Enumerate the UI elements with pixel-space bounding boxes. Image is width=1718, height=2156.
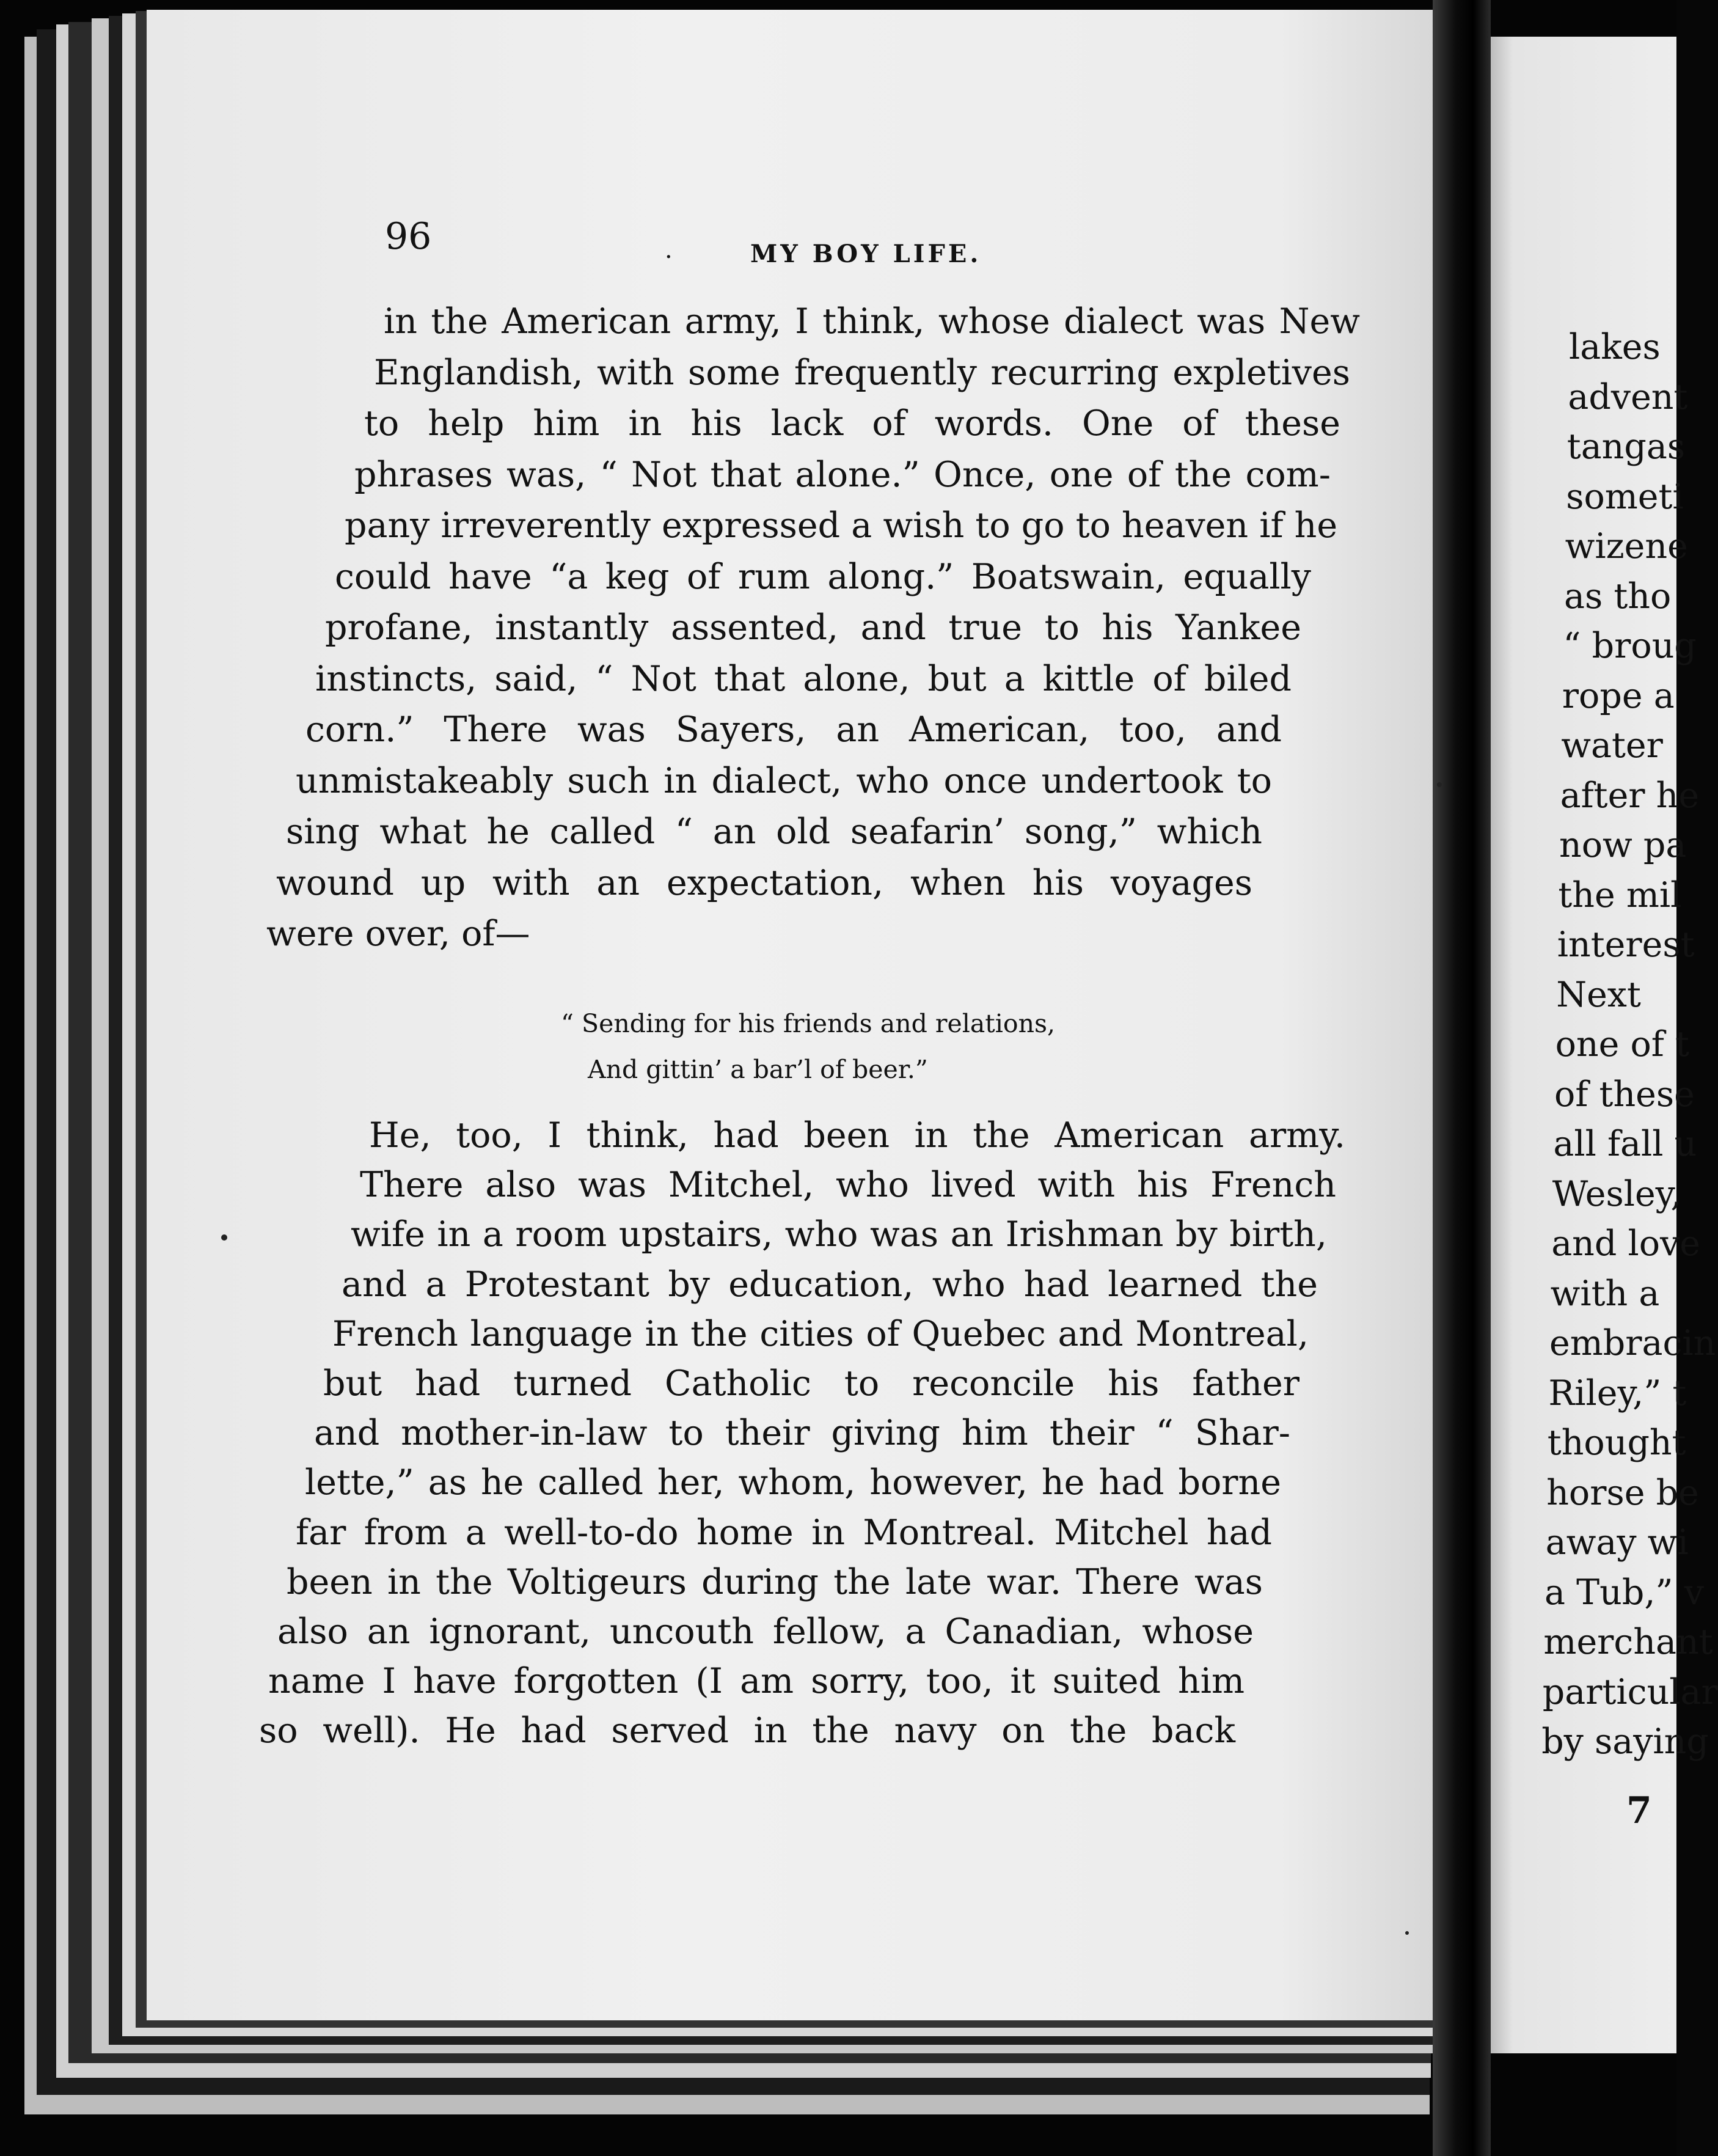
right-page-line: embracin <box>1549 1323 1716 1363</box>
text-line: also an ignorant, uncouth fellow, a Canadian, whose <box>277 1612 1254 1652</box>
right-page-line: one of t <box>1555 1024 1689 1065</box>
verse-line: And gittin’ a bar’l of beer.” <box>588 1055 928 1084</box>
text-line: French language in the cities of Quebec and Montreal, <box>332 1313 1309 1354</box>
running-head: MY BOY LIFE. <box>750 240 982 268</box>
text-line: Englandish, with some frequently recurring expletives <box>374 352 1350 393</box>
text-line: and mother-in-law to their giving him their “ Shar- <box>314 1413 1290 1454</box>
right-page-line: Next <box>1556 974 1641 1015</box>
text-line: could have “a keg of rum along.” Boatswain, equally <box>335 556 1311 597</box>
right-page-line: with a <box>1550 1273 1660 1314</box>
right-page-line: away wi <box>1545 1522 1689 1563</box>
text-line: been in the Voltigeurs during the late war. There was <box>287 1561 1263 1602</box>
verse-line: “ Sending for his friends and relations, <box>561 1009 1056 1038</box>
text-line: corn.” There was Sayers, an American, too, and <box>305 710 1282 750</box>
scan-speck <box>221 1234 227 1241</box>
right-page-line: horse be <box>1546 1472 1699 1513</box>
right-page-line: after he <box>1560 775 1700 816</box>
right-page-line: a Tub,” v <box>1544 1572 1704 1613</box>
text-line: There also was Mitchel, who lived with his French <box>360 1165 1336 1206</box>
text-line: sing what he called “ an old seafarin’ song,” which <box>286 812 1262 852</box>
right-page-line: someti <box>1566 476 1684 517</box>
right-page-line: tangas <box>1566 427 1686 467</box>
right-page-line: merchant <box>1543 1622 1713 1662</box>
right-page-line: Wesley, <box>1552 1173 1682 1214</box>
text-line: He, too, I think, had been in the American army. <box>369 1115 1345 1156</box>
page-number: 96 <box>385 215 432 258</box>
right-page-line: advent <box>1568 376 1688 417</box>
right-page-line: the mil <box>1558 875 1682 915</box>
right-page-line: all fall u <box>1553 1124 1697 1164</box>
text-line: to help him in his lack of words. One of these <box>364 403 1340 444</box>
right-page-line: Riley,” t <box>1548 1373 1687 1414</box>
header-dot: · <box>665 243 673 271</box>
right-page-line: “ broug <box>1563 626 1697 666</box>
right-page-line: lakes <box>1569 327 1661 367</box>
text-line: in the American army, I think, whose dialect was New <box>384 301 1360 342</box>
text-line: far from a well-to-do home in Montreal. Mitchel had <box>296 1512 1272 1553</box>
right-page-line: wizene <box>1565 526 1688 566</box>
scan-speck <box>1437 782 1442 787</box>
text-line: but had turned Catholic to reconcile his father <box>323 1363 1299 1404</box>
right-page-line: thought <box>1547 1423 1686 1463</box>
right-page-line: rope a <box>1562 675 1675 716</box>
text-line: unmistakeably such in dialect, who once undertook to <box>296 760 1272 801</box>
text-line: instincts, said, “ Not that alone, but a kittle of biled <box>315 658 1292 699</box>
right-page-line: now pa <box>1559 825 1687 865</box>
text-line: were over, of— <box>266 914 530 954</box>
text-line: wound up with an expectation, when his voyages <box>276 862 1252 903</box>
text-line: so well). He had served in the navy on the back <box>259 1711 1235 1751</box>
text-line: wife in a room upstairs, who was an Irishman by birth, <box>351 1214 1327 1255</box>
right-page-line: of these <box>1554 1074 1695 1115</box>
right-page-line: and love <box>1551 1223 1700 1264</box>
right-page-line: interest <box>1557 925 1695 965</box>
right-page-line: by saying <box>1541 1722 1709 1762</box>
text-line: name I have forgotten (I am sorry, too, it suited him <box>268 1661 1245 1702</box>
text-line: phrases was, “ Not that alone.” Once, one of the com- <box>354 454 1331 495</box>
right-page-line: as tho <box>1564 576 1672 617</box>
text-line: lette,” as he called her, whom, however, he had borne <box>305 1462 1281 1503</box>
text-line: profane, instantly assented, and true to his Yankee <box>325 607 1301 648</box>
scan-speck <box>1405 1931 1409 1935</box>
right-page-line: particular <box>1542 1671 1718 1712</box>
text-line: pany irreverently expressed a wish to go to heaven if he <box>345 505 1338 546</box>
book-gutter <box>1433 0 1491 2156</box>
text-line: and a Protestant by education, who had learned the <box>342 1264 1318 1305</box>
right-page-line: water <box>1561 725 1663 766</box>
signature-mark: 7 <box>1626 1789 1652 1832</box>
